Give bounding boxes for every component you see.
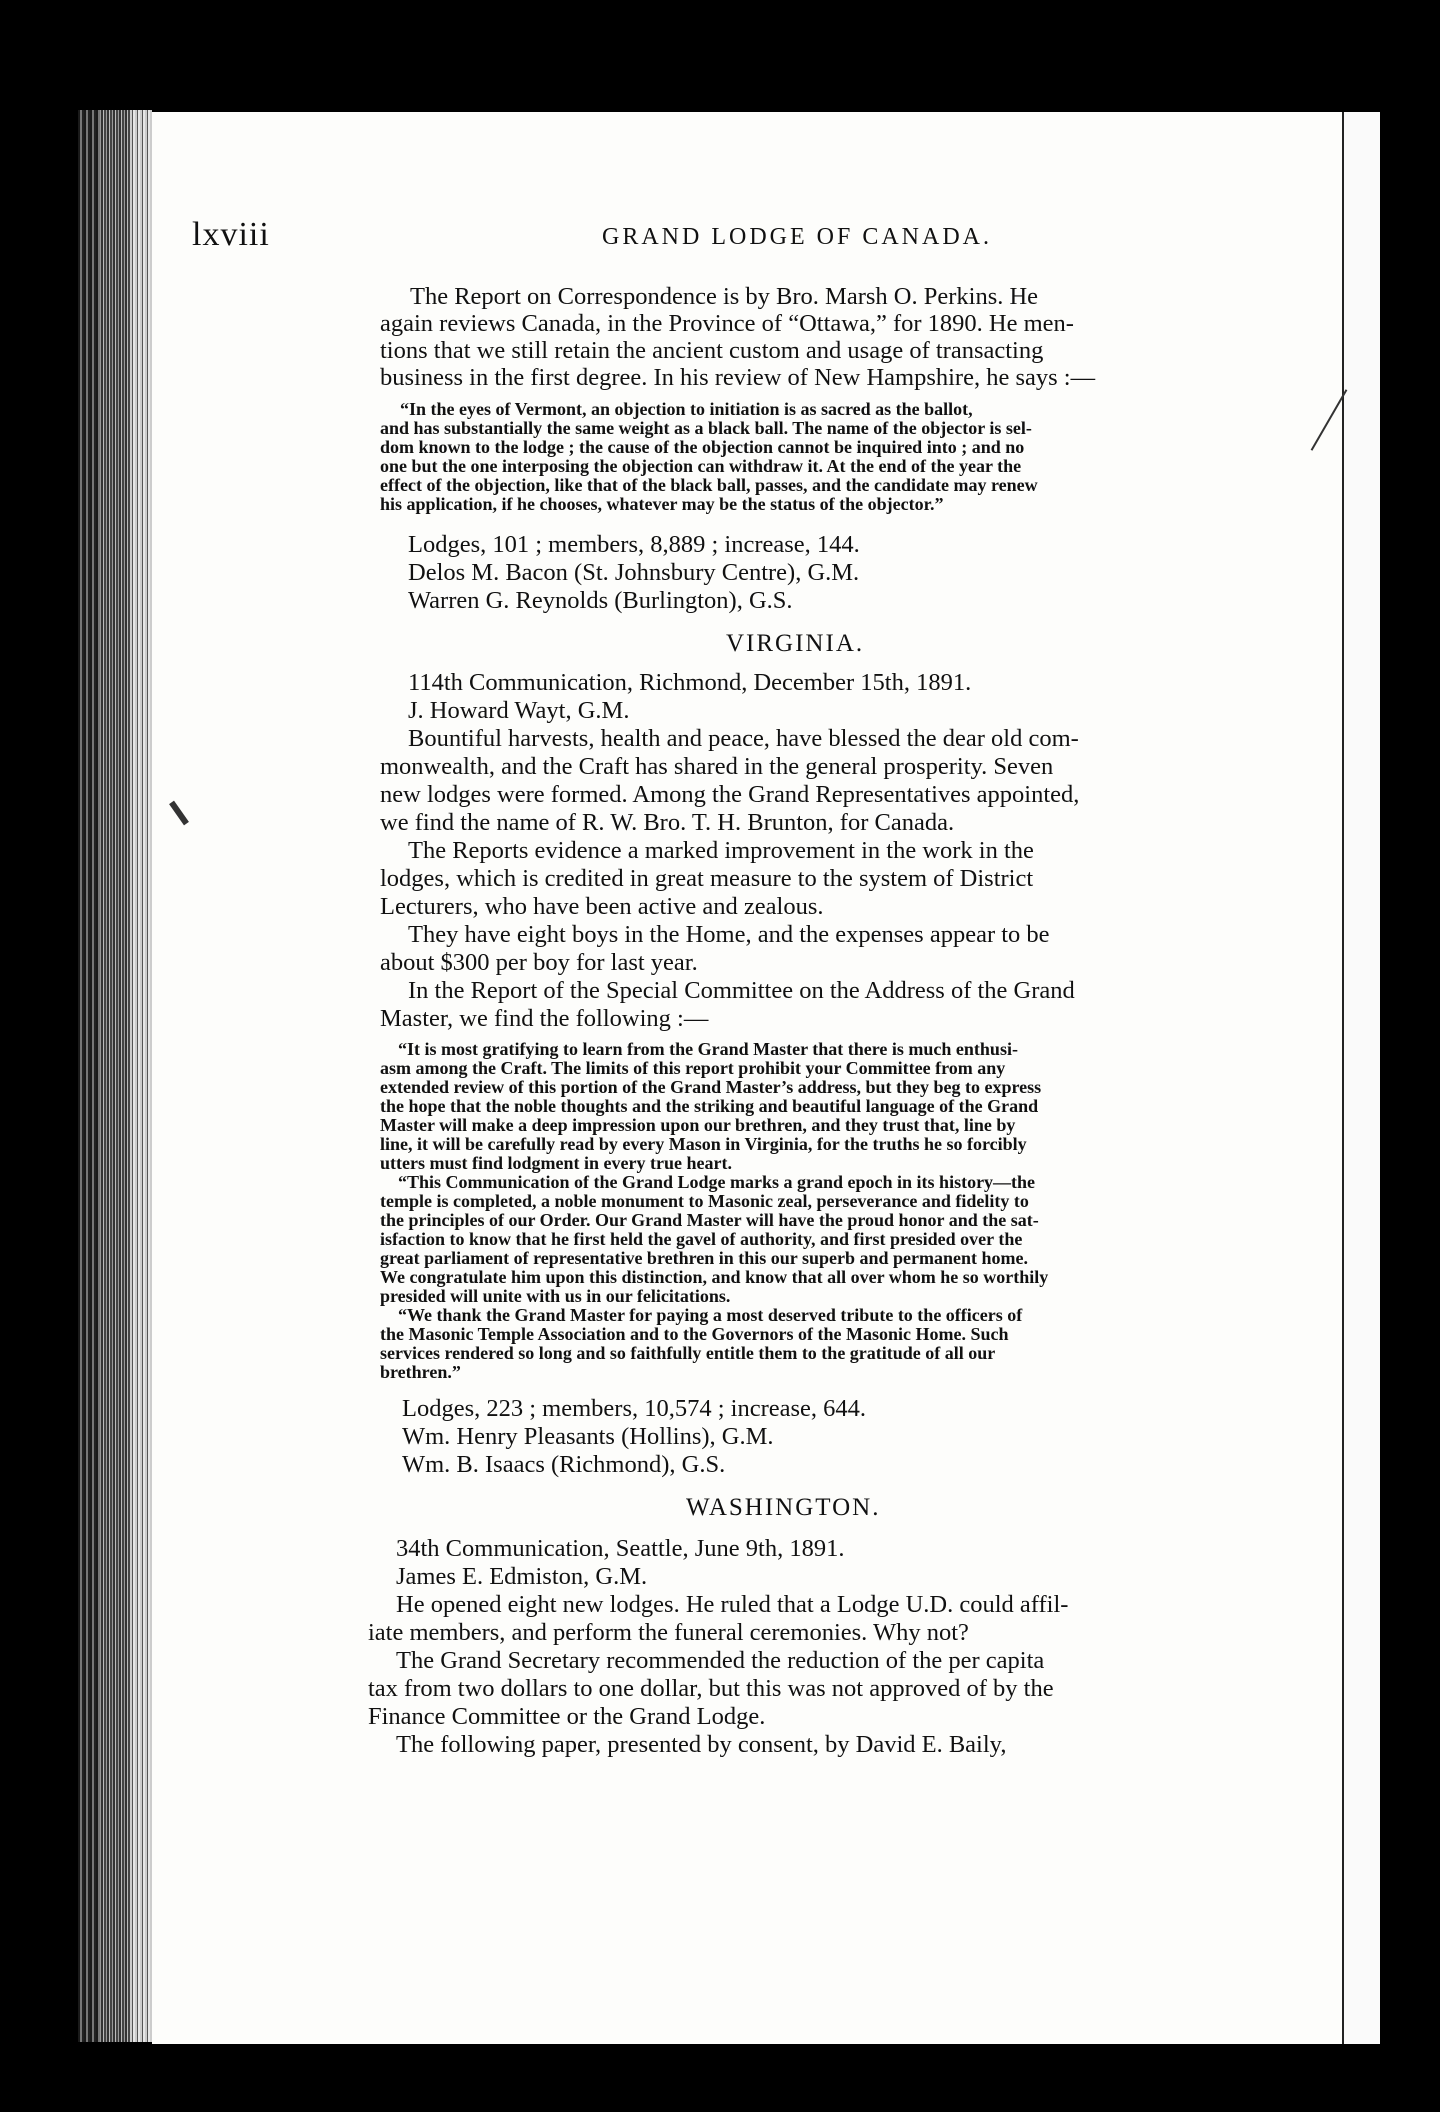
stats-line: Lodges, 101 ; members, 8,889 ; increase, 144. xyxy=(408,531,860,558)
grand-secretary-line: Warren G. Reynolds (Burlington), G.S. xyxy=(408,587,793,614)
running-head xyxy=(192,216,1252,256)
quote-line: utters must find lodgment in every true heart. xyxy=(380,1153,732,1173)
quote-line: “We thank the Grand Master for paying a most deserved tribute to the officers of xyxy=(398,1305,1023,1325)
text-line: The Reports evidence a marked improvement in the work in the xyxy=(408,837,1034,864)
quote-line: We congratulate him upon this distinction, and know that all over whom he so worthily xyxy=(380,1267,1049,1287)
text-line: lodges, which is credited in great measure to the system of District xyxy=(380,865,1034,892)
text-line: In the Report of the Special Committee on the Address of the Grand xyxy=(408,977,1075,1004)
text-line: 34th Communication, Seattle, June 9th, 1891. xyxy=(396,1535,845,1562)
quote-line: “It is most gratifying to learn from the Grand Master that there is much enthusi- xyxy=(398,1039,1018,1059)
grand-master-line: Wm. Henry Pleasants (Hollins), G.M. xyxy=(402,1423,774,1450)
quote-line: presided will unite with us in our felicitations. xyxy=(380,1286,731,1306)
quote-line: “In the eyes of Vermont, an objection to initiation is as sacred as the ballot, xyxy=(400,399,973,419)
quote-line: brethren.” xyxy=(380,1362,461,1382)
quote-line: extended review of this portion of the Grand Master’s address, but they beg to express xyxy=(380,1077,1042,1097)
text-line: again reviews Canada, in the Province of “Ottawa,” for 1890. He men- xyxy=(380,310,1074,337)
text-line: we find the name of R. W. Bro. T. H. Brunton, for Canada. xyxy=(380,809,955,836)
text-line: tions that we still retain the ancient custom and usage of transacting xyxy=(380,337,1044,364)
quote-line: Master will make a deep impression upon our brethren, and they trust that, line by xyxy=(380,1115,1016,1135)
quote-line: asm among the Craft. The limits of this report prohibit your Committee from any xyxy=(380,1058,1006,1078)
quote-line: services rendered so long and so faithfully entitle them to the gratitude of all our xyxy=(380,1343,996,1363)
quote-line: great parliament of representative brethren in this our superb and permanent home. xyxy=(380,1248,1028,1268)
quote-line: isfaction to know that he first held the gavel of authority, and first presided over the xyxy=(380,1229,1023,1249)
text-line: new lodges were formed. Among the Grand Representatives appointed, xyxy=(380,781,1080,808)
text-line: monwealth, and the Craft has shared in the general prosperity. Seven xyxy=(380,753,1054,780)
running-title: GRAND LODGE OF CANADA. xyxy=(602,224,992,250)
text-line: 114th Communication, Richmond, December 15th, 1891. xyxy=(408,669,972,696)
quote-line: and has substantially the same weight as a black ball. The name of the objector is sel- xyxy=(380,418,1032,438)
quote-line: dom known to the lodge ; the cause of the objection cannot be inquired into ; and no xyxy=(380,437,1025,457)
quote-line: the principles of our Order. Our Grand Master will have the proud honor and the sat- xyxy=(380,1210,1039,1230)
quote-line: the hope that the noble thoughts and the striking and beautiful language of the Grand xyxy=(380,1096,1039,1116)
quote-line: the Masonic Temple Association and to the Governors of the Masonic Home. Such xyxy=(380,1324,1009,1344)
page-number: lxviii xyxy=(192,216,270,253)
section-heading-virginia: VIRGINIA. xyxy=(726,630,865,657)
stats-line: Lodges, 223 ; members, 10,574 ; increase, 644. xyxy=(402,1395,867,1422)
text-line: Bountiful harvests, health and peace, have blessed the dear old com- xyxy=(408,725,1079,752)
quote-line: one but the one interposing the objection can withdraw it. At the end of the year the xyxy=(380,456,1022,476)
text-line: They have eight boys in the Home, and the expenses appear to be xyxy=(408,921,1050,948)
text-line: Finance Committee or the Grand Lodge. xyxy=(368,1703,766,1730)
text-line: He opened eight new lodges. He ruled that a Lodge U.D. could affil- xyxy=(396,1591,1069,1618)
text-line: James E. Edmiston, G.M. xyxy=(396,1563,648,1590)
quote-line: line, it will be carefully read by every Mason in Virginia, for the truths he so forcibly xyxy=(380,1134,1027,1154)
text-line: The Grand Secretary recommended the reduction of the per capita xyxy=(396,1647,1045,1674)
text-line: Master, we find the following :— xyxy=(380,1005,709,1032)
text-line: iate members, and perform the funeral ceremonies. Why not? xyxy=(368,1619,969,1646)
text-line: Lecturers, who have been active and zealous. xyxy=(380,893,824,920)
quote-line: “This Communication of the Grand Lodge marks a grand epoch in its history—the xyxy=(398,1172,1036,1192)
text-line: about $300 per boy for last year. xyxy=(380,949,698,976)
text-line: business in the first degree. In his review of New Hampshire, he says :— xyxy=(380,364,1096,391)
text-line: The Report on Correspondence is by Bro. Marsh O. Perkins. He xyxy=(410,283,1039,310)
quote-line: temple is completed, a noble monument to Masonic zeal, perseverance and fidelity to xyxy=(380,1191,1029,1211)
text-line: The following paper, presented by consent, by David E. Baily, xyxy=(396,1731,1007,1758)
quote-line: his application, if he chooses, whatever may be the status of the objector.” xyxy=(380,494,944,514)
grand-master-line: Delos M. Bacon (St. Johnsbury Centre), G.M. xyxy=(408,559,860,586)
quote-line: effect of the objection, like that of the black ball, passes, and the candidate may renew xyxy=(380,475,1038,495)
text-line: tax from two dollars to one dollar, but this was not approved of by the xyxy=(368,1675,1054,1702)
grand-secretary-line: Wm. B. Isaacs (Richmond), G.S. xyxy=(402,1451,726,1478)
text-line: J. Howard Wayt, G.M. xyxy=(408,697,630,724)
section-heading-washington: WASHINGTON. xyxy=(686,1494,881,1521)
